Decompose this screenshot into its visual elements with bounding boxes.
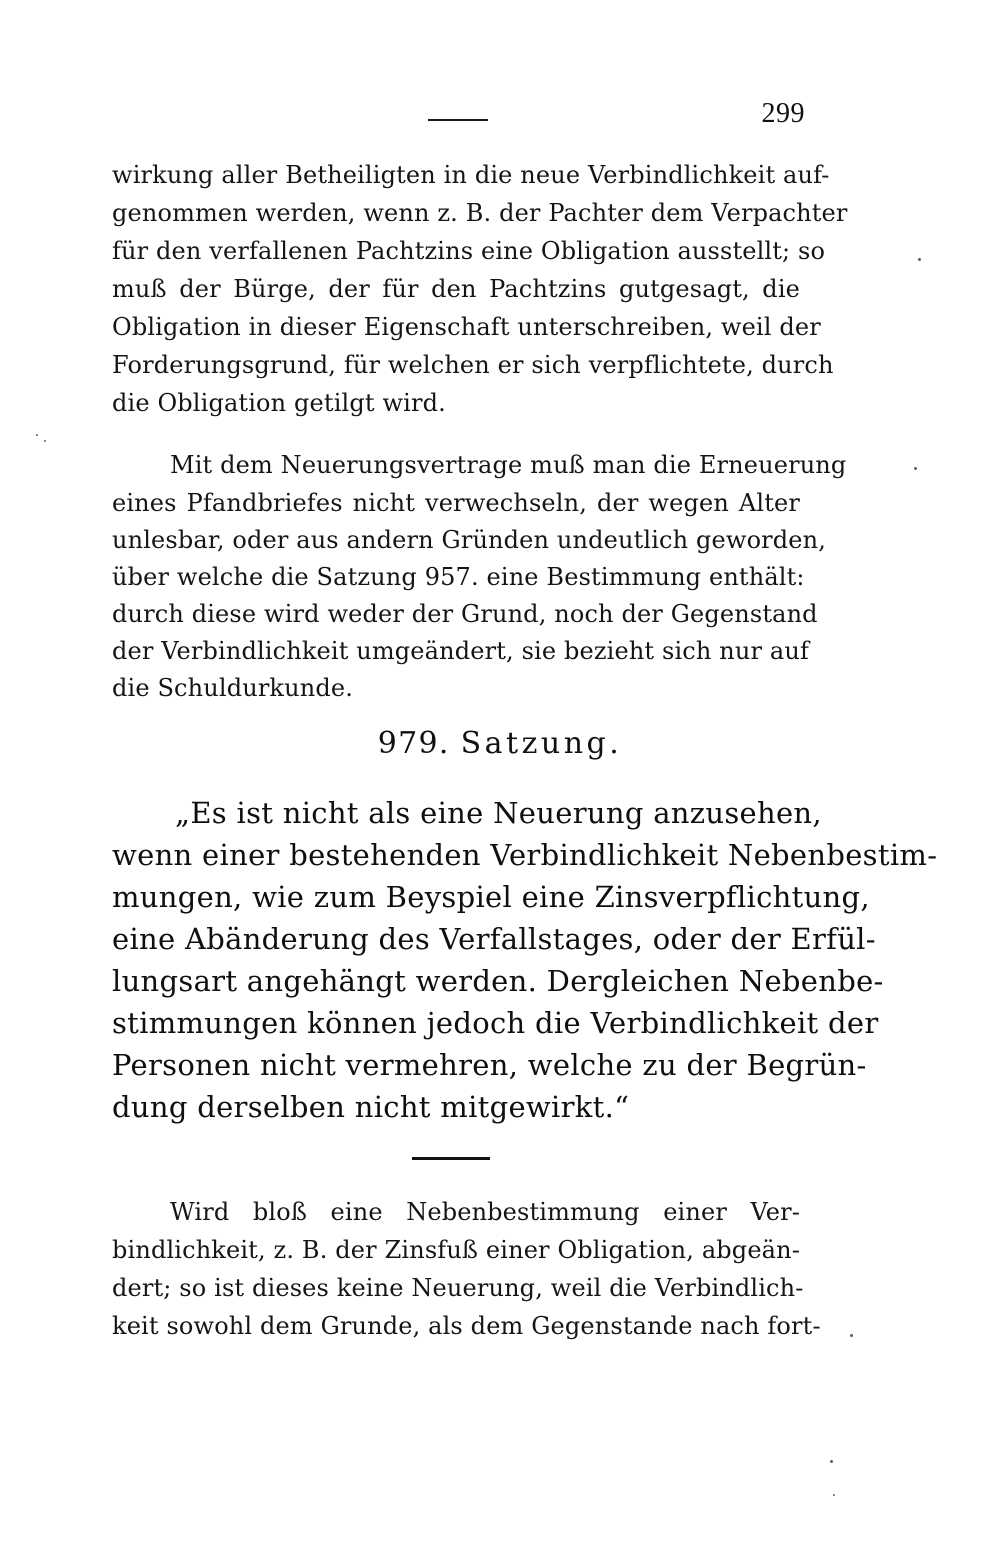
text-line: die Schuldurkunde. (112, 674, 353, 702)
text-line: Obligation in dieser Eigenschaft unterschreiben, weil der (112, 313, 821, 341)
quote-line: lungsart angehängt werden. Dergleichen Nebenbe- (112, 964, 884, 998)
quote-line: eine Abänderung des Verfallstages, oder der Erfül- (112, 922, 876, 956)
scan-speck (918, 258, 921, 261)
text-line: wirkung aller Betheiligten in die neue Verbindlichkeit auf- (112, 161, 830, 189)
text-line: der Verbindlichkeit umgeändert, sie bezieht sich nur auf (112, 637, 809, 665)
text-line: über welche die Satzung 957. eine Bestimmung enthält: (112, 563, 805, 591)
scan-speck (850, 1334, 853, 1337)
quote-line: „Es ist nicht als eine Neuerung anzusehen, (175, 796, 822, 830)
section-heading (0, 724, 1000, 764)
text-line: dert; so ist dieses keine Neuerung, weil die Verbindlich- (112, 1274, 804, 1302)
quote-line: dung derselben nicht mitgewirkt.“ (112, 1090, 630, 1124)
quote-line: mungen, wie zum Beyspiel eine Zinsverpflichtung, (112, 880, 870, 914)
quote-line: stimmungen können jedoch die Verbindlichkeit der (112, 1006, 879, 1040)
text-line: die Obligation getilgt wird. (112, 389, 446, 417)
text-line: muß der Bürge, der für den Pachtzins gutgesagt, die (112, 275, 800, 303)
text-line: für den verfallenen Pachtzins eine Obligation ausstellt; so (112, 237, 826, 265)
section-label: Satzung. (460, 726, 623, 761)
header-rule (428, 119, 488, 121)
scan-speck (830, 1460, 833, 1463)
text-line: Wird bloß eine Nebenbestimmung einer Ver- (170, 1198, 800, 1226)
text-line: durch diese wird weder der Grund, noch der Gegenstand (112, 600, 818, 628)
scan-speck (36, 434, 38, 436)
text-line: unlesbar, oder aus andern Gründen undeutlich geworden, (112, 526, 827, 554)
text-line: Mit dem Neuerungsvertrage muß man die Erneuerung (170, 451, 847, 479)
quote-line: Personen nicht vermehren, welche zu der Begrün- (112, 1048, 867, 1082)
quote-line: wenn einer bestehenden Verbindlichkeit Nebenbestim- (112, 838, 938, 872)
separator-rule (412, 1157, 490, 1160)
page-number: 299 (761, 98, 805, 129)
scan-speck (44, 440, 46, 442)
text-line: keit sowohl dem Grunde, als dem Gegenstande nach fort- (112, 1312, 821, 1340)
section-number: 979. (377, 726, 450, 761)
text-line: bindlichkeit, z. B. der Zinsfuß einer Obligation, abgeän- (112, 1236, 800, 1264)
scan-speck (833, 1494, 835, 1496)
text-line: genommen werden, wenn z. B. der Pachter dem Verpachter (112, 199, 848, 227)
text-line: Forderungsgrund, für welchen er sich verpflichtete, durch (112, 351, 834, 379)
scan-speck (914, 467, 917, 470)
text-line: eines Pfandbriefes nicht verwechseln, der wegen Alter (112, 489, 800, 517)
